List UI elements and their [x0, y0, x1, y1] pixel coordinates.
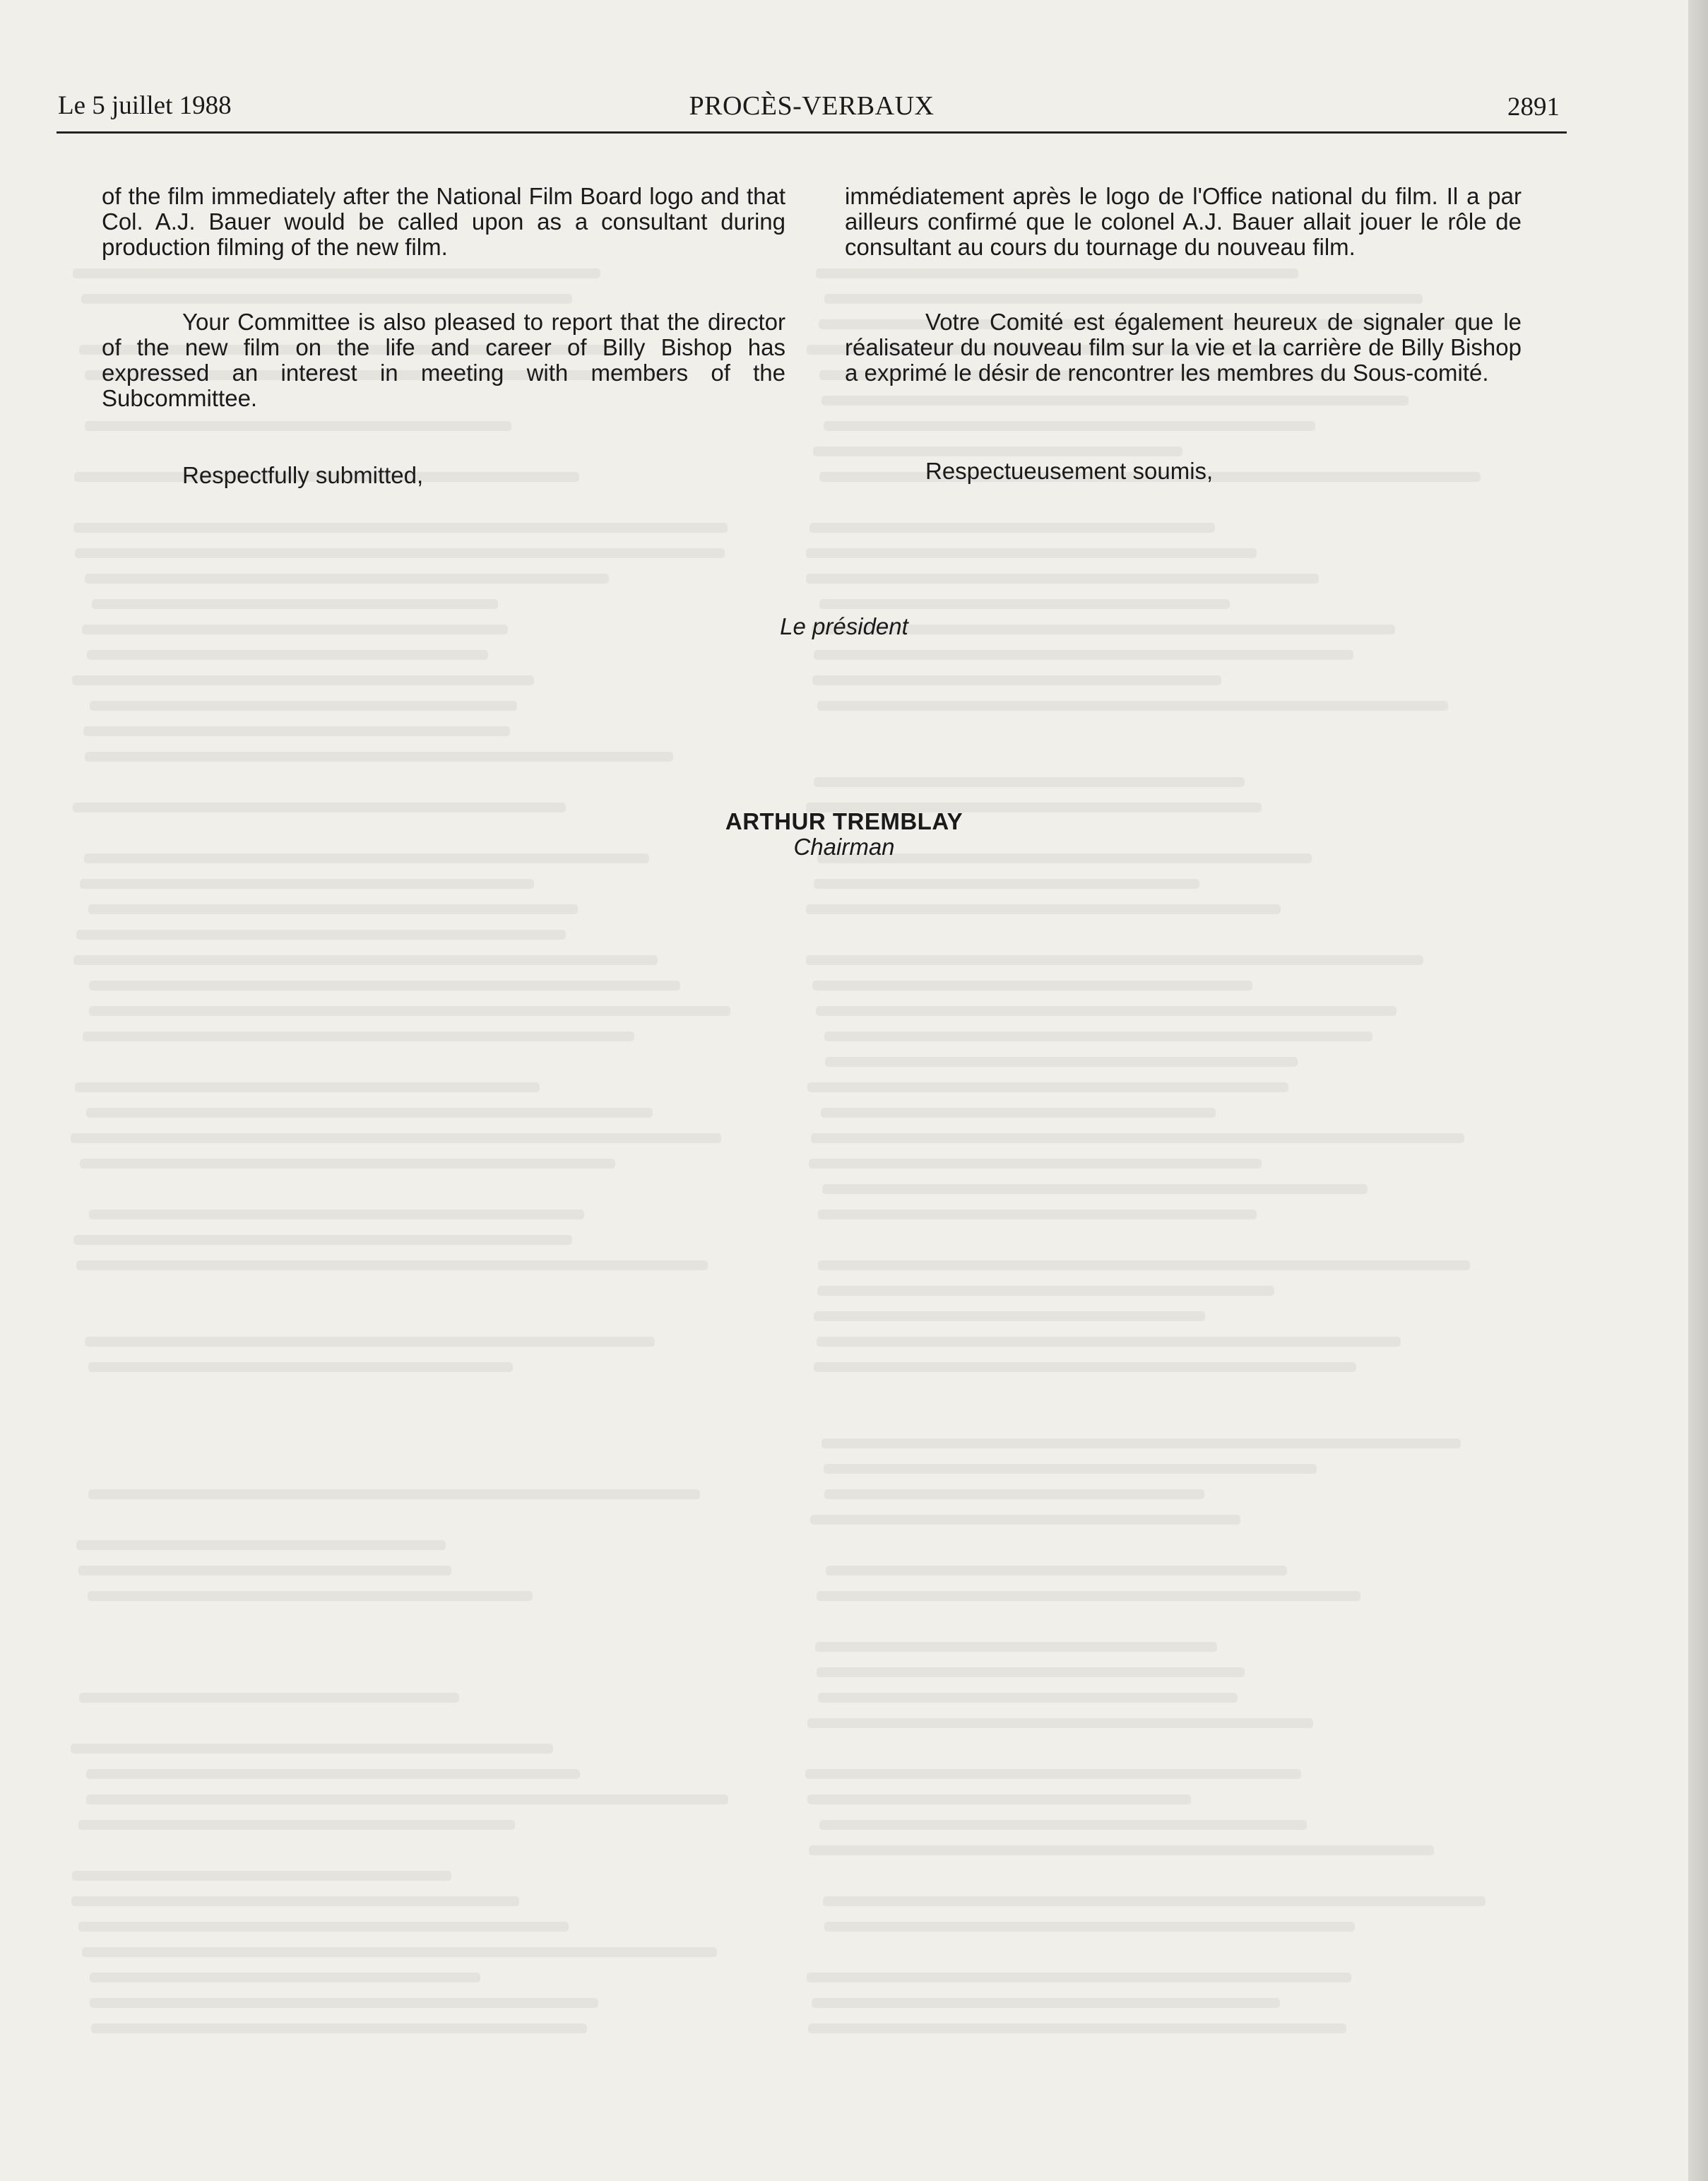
- bleed-line: [85, 1337, 655, 1347]
- bleed-line: [817, 1286, 1275, 1296]
- header-title: PROCÈS-VERBAUX: [689, 91, 935, 121]
- closing-french: Respectueusement soumis,: [925, 458, 1214, 484]
- bleed-line: [78, 1820, 515, 1830]
- bleed-line: [814, 777, 1245, 787]
- bleed-line: [88, 1489, 700, 1499]
- bleed-line: [819, 599, 1230, 609]
- bleed-line: [72, 675, 534, 685]
- bleed-line: [89, 1006, 730, 1016]
- bleed-line: [819, 1820, 1307, 1830]
- bleed-line: [824, 1922, 1355, 1932]
- bleed-line: [86, 1108, 653, 1118]
- bleed-line: [818, 1210, 1257, 1219]
- left-column-paragraph-2: [102, 309, 785, 411]
- bleed-line: [817, 701, 1448, 711]
- bleed-line: [73, 1235, 572, 1245]
- bleed-line: [87, 650, 488, 660]
- bleed-line: [75, 1082, 539, 1092]
- page-edge-shadow: [1688, 0, 1708, 2181]
- bleed-line: [817, 1337, 1401, 1347]
- bleed-line: [807, 1082, 1288, 1092]
- bleed-line: [818, 1693, 1238, 1703]
- bleed-line: [821, 1108, 1216, 1118]
- bleed-line: [824, 421, 1315, 431]
- bleed-line: [824, 1489, 1204, 1499]
- bleed-line: [88, 1362, 513, 1372]
- bleed-line: [814, 1311, 1206, 1321]
- bleed-line: [816, 1006, 1396, 1016]
- bleed-line: [812, 1998, 1280, 2008]
- bleed-line: [809, 523, 1215, 533]
- signature-title-french: Le président: [780, 613, 908, 639]
- left-paragraph-continued: of the film immediately after the National Film Board logo and that Col. A.J. Bauer would be called upon as a consultant during production filming of the new film.: [102, 183, 785, 260]
- bleed-line: [805, 1769, 1301, 1779]
- bleed-line: [812, 675, 1221, 685]
- bleed-line: [822, 396, 1408, 406]
- bleed-line: [86, 1795, 728, 1804]
- bleed-line: [81, 294, 572, 304]
- bleed-line: [806, 904, 1281, 914]
- bleed-line: [814, 1362, 1356, 1372]
- bleed-line: [809, 1159, 1262, 1169]
- bleed-line: [823, 1896, 1485, 1906]
- bleed-line: [75, 548, 725, 558]
- bleed-line: [85, 752, 674, 762]
- bleed-line: [807, 1718, 1313, 1728]
- bleed-line: [91, 2023, 587, 2033]
- bleed-line: [806, 955, 1423, 965]
- bleed-line: [89, 981, 680, 991]
- bleed-line: [817, 1591, 1360, 1601]
- right-column: [845, 184, 1522, 260]
- bleed-line: [808, 2023, 1346, 2033]
- bleed-line: [90, 701, 517, 711]
- bleed-line: [78, 1566, 451, 1576]
- bleed-line: [83, 726, 510, 736]
- bleed-line: [817, 1667, 1245, 1677]
- bleed-line: [71, 1133, 721, 1143]
- bleed-line: [812, 981, 1252, 991]
- bleed-line: [80, 879, 534, 889]
- bleed-line: [824, 1032, 1372, 1041]
- bleed-line: [82, 1947, 717, 1957]
- signature-name: ARTHUR TREMBLAY: [725, 808, 963, 834]
- bleed-line: [85, 574, 609, 584]
- bleed-line: [811, 1133, 1464, 1143]
- bleed-line: [86, 1769, 580, 1779]
- header-date: Le 5 juillet 1988: [58, 91, 232, 120]
- bleed-line: [824, 1464, 1317, 1474]
- bleed-line: [76, 1540, 446, 1550]
- bleed-line: [88, 1591, 533, 1601]
- page-number: 2891: [1507, 93, 1560, 122]
- bleed-line: [822, 1438, 1461, 1448]
- bleed-line: [813, 447, 1182, 456]
- bleed-line: [807, 1795, 1192, 1804]
- page-header: [57, 90, 1567, 134]
- signature-title-english: Chairman: [793, 834, 895, 860]
- bleed-line: [79, 1693, 459, 1703]
- bleed-line: [78, 1922, 568, 1932]
- bleed-through-texture: [42, 268, 1540, 2105]
- right-column-paragraph-2: [845, 309, 1522, 386]
- left-paragraph-committee-report: Your Committee is also pleased to report that the director of the new film on the life and career of Billy Bishop has expressed an interest in meeting with members of the Subcommittee.: [102, 309, 785, 411]
- bleed-line: [71, 1896, 519, 1906]
- bleed-line: [818, 1260, 1470, 1270]
- bleed-line: [824, 294, 1422, 304]
- bleed-line: [80, 1159, 615, 1169]
- bleed-line: [814, 650, 1353, 660]
- bleed-line: [73, 523, 728, 533]
- bleed-line: [76, 1260, 708, 1270]
- closing-english: Respectfully submitted,: [182, 462, 424, 488]
- right-paragraph-committee-report: Votre Comité est également heureux de signaler que le réalisateur du nouveau film sur la vie et la carrière de Billy Bishop a exprimé le désir de rencontrer les membres du Sous-comité.: [845, 309, 1522, 386]
- bleed-line: [806, 574, 1319, 584]
- bleed-line: [810, 1515, 1240, 1525]
- bleed-line: [72, 1871, 451, 1881]
- bleed-line: [816, 268, 1298, 278]
- bleed-line: [92, 599, 498, 609]
- bleed-line: [85, 421, 511, 431]
- bleed-line: [826, 1566, 1287, 1576]
- bleed-line: [825, 1057, 1297, 1067]
- bleed-line: [822, 1184, 1368, 1194]
- bleed-line: [73, 268, 600, 278]
- bleed-line: [807, 1973, 1351, 1982]
- bleed-line: [71, 1744, 552, 1754]
- bleed-line: [76, 930, 566, 940]
- bleed-line: [806, 548, 1257, 558]
- right-paragraph-continued: immédiatement après le logo de l'Office national du film. Il a par ailleurs confirmé que le colonel A.J. Bauer allait jouer le rôle de consultant au cours du tournage du nouveau film.: [845, 183, 1522, 260]
- bleed-line: [89, 1210, 584, 1219]
- left-column: [102, 184, 785, 260]
- bleed-line: [90, 1998, 598, 2008]
- bleed-line: [814, 879, 1199, 889]
- bleed-line: [88, 904, 578, 914]
- bleed-line: [73, 955, 658, 965]
- bleed-line: [815, 1642, 1217, 1652]
- bleed-line: [90, 1973, 480, 1982]
- bleed-line: [809, 1845, 1434, 1855]
- bleed-line: [83, 1032, 635, 1041]
